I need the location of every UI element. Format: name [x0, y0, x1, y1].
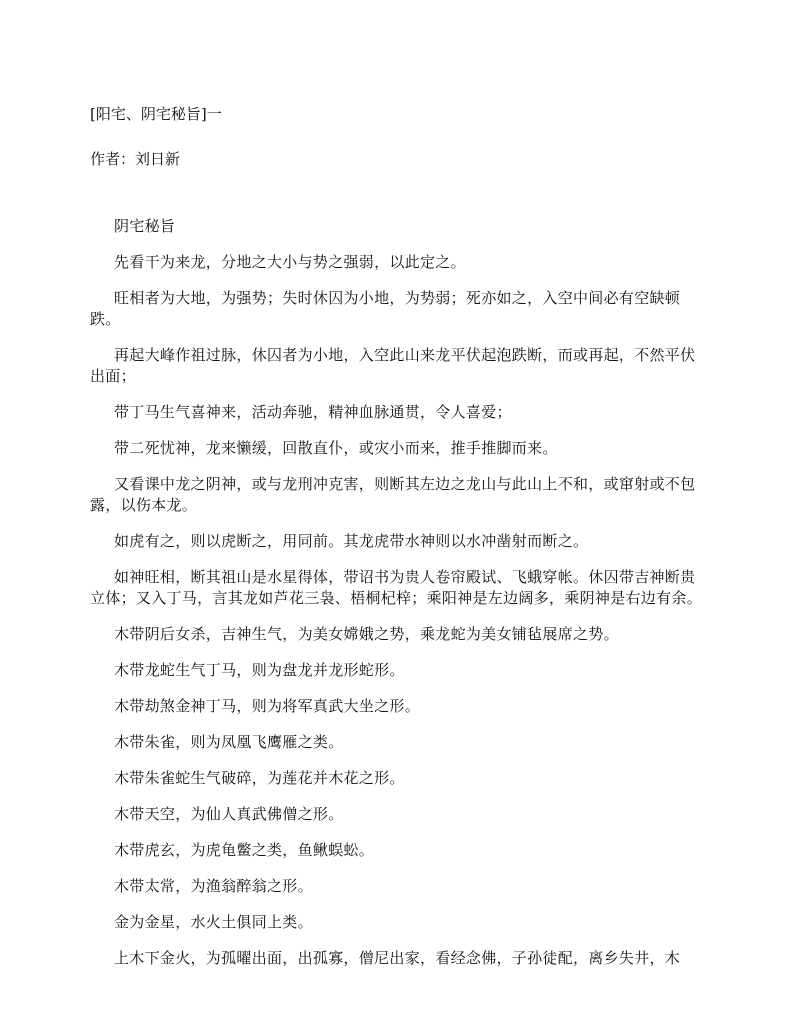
paragraph: 木带朱雀蛇生气破碎，为莲花并木花之形。 [114, 769, 405, 787]
paragraph: 如虎有之，则以虎断之，用同前。其龙虎带水神则以水冲凿射而断之。 [114, 532, 589, 550]
paragraph: 带二死忧神，龙来懒缓，回散直仆，或灾小而来，推手推脚而来。 [114, 439, 558, 457]
paragraph: 木带龙蛇生气丁马，则为盘龙并龙形蛇形。 [114, 661, 405, 679]
paragraph: 木带太常，为渔翁醉翁之形。 [114, 877, 313, 895]
paragraph: 上木下金火，为孤曜出面，出孤寡，僧尼出家，看经念佛，子孙徒配，离乡失井，木 [114, 949, 681, 967]
paragraph: 又看课中龙之阴神，或与龙刑冲克害，则断其左边之龙山与此山上不和，或窜射或不包露，以伤本龙。 [90, 475, 696, 514]
paragraph: 如神旺相，断其祖山是水星得体，带诏书为贵人卷帘殿试、飞蛾穿帐。休囚带吉神断贵立体；又入丁马，言其龙如芦花三袅、梧桐杞梓；乘阳神是左边阔多，乘阴神是右边有余。 [90, 568, 703, 607]
document-page [90, 104, 710, 984]
paragraph: 木带朱雀，则为凤凰飞鹰雁之类。 [114, 733, 344, 751]
paragraph: 木带虎玄，为虎龟鳖之类，鱼鳅蜈蚣。 [114, 841, 375, 859]
paragraph: 带丁马生气喜神来，活动奔驰，精神血脉通贯，令人喜爱； [114, 403, 512, 421]
paragraph: 先看干为来龙，分地之大小与势之强弱，以此定之。 [114, 253, 466, 271]
document-author: 作者：刘日新 [90, 150, 181, 168]
paragraph: 再起大峰作祖过脉，休囚者为小地，入空此山来龙平伏起泡跌断，而或再起，不然平伏出面； [90, 346, 696, 385]
paragraph: 木带阴后女杀，吉神生气，为美女嫦娥之势，乘龙蛇为美女铺毡展席之势。 [114, 625, 619, 643]
paragraph: 旺相者为大地，为强势；失时休囚为小地，为势弱；死亦如之，入空中间必有空缺顿跌。 [90, 289, 681, 328]
paragraph: 木带天空，为仙人真武佛僧之形。 [114, 805, 344, 823]
document-title: [阳宅、阴宅秘旨]一 [90, 105, 222, 123]
paragraph: 金为金星，水火土俱同上类。 [114, 913, 313, 931]
section-heading: 阴宅秘旨 [114, 217, 176, 235]
paragraph: 木带劫煞金神丁马，则为将军真武大坐之形。 [114, 697, 421, 715]
